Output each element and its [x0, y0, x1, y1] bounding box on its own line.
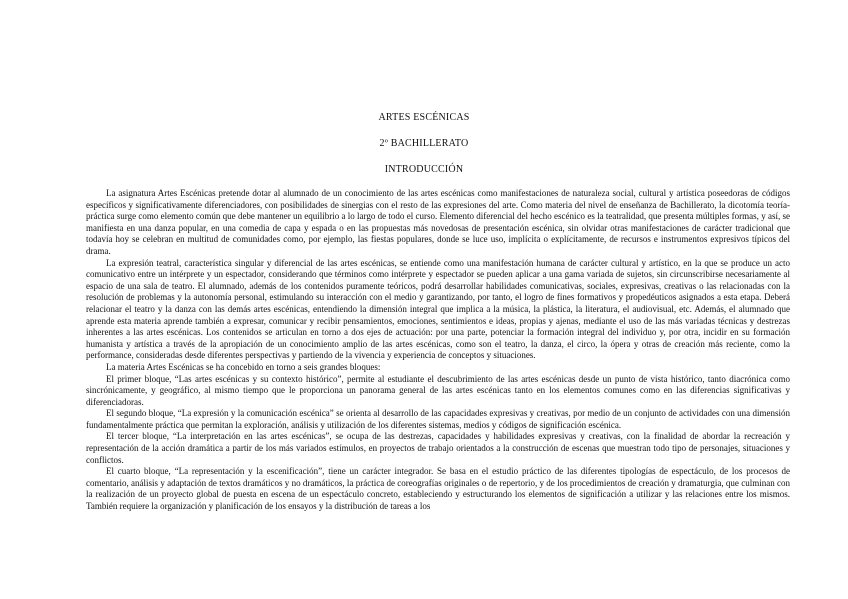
document-body: [86, 188, 790, 513]
paragraph-expresion-teatral: La expresión teatral, característica singular y diferencial de las artes escénicas, se entiende como una manifestación humana de carácter cultural y artístico, en la que se produce un acto comunicativo entre un intérprete y un espectador, considerando que términos como intérprete y espectador se pueden aplicar a una gama variada de sujetos, sin circunscribirse necesariamente al espacio de una sala de teatro. El alumnado, además de los contenidos puramente teóricos, podrá desarrollar habilidades comunicativas, sociales, expresivas, creativas o las relacionadas con la resolución de problemas y la autonomía personal, estimulando su interacción con el medio y garantizando, por tanto, el logro de fines formativos y propedéuticos asignados a esta etapa. Deberá relacionar el teatro y la danza con las demás artes escénicas, entendiendo la dimensión integral que implica a la música, la plástica, la literatura, el audiovisual, etc. Además, el alumnado que aprende esta materia aprende también a expresar, comunicar y recibir pensamientos, emociones, sentimientos e ideas, propias y ajenas, mediante el uso de las más variadas técnicas y destrezas inherentes a las artes escénicas. Los contenidos se articulan en torno a dos ejes de actuación: por una parte, potenciar la formación integral del individuo y, por otra, incidir en su formación humanista y artística a través de la apropiación de un conocimiento amplio de las artes escénicas, como son el teatro, la danza, el circo, la ópera y otras de creación más reciente, como la performance, consideradas desde diferentes perspectivas y partiendo de la vivencia y experiencia de conceptos y situaciones.: [86, 257, 790, 361]
paragraph-intro: La asignatura Artes Escénicas pretende dotar al alumnado de un conocimiento de las artes escénicas como manifestaciones de naturaleza social, cultural y artística poseedoras de códigos específicos y significativamente diferenciadores, con posibilidades de sinergias con el resto de las expresiones del arte. Como materia del nivel de enseñanza de Bachillerato, la dicotomía teoría-práctica surge como elemento común que debe mantener un equilibrio a lo largo de todo el curso. Elemento diferencial del hecho escénico es la teatralidad, que presenta múltiples formas, y así, se manifiesta en una danza popular, en una comedia de capa y espada o en las propuestas más novedosas de presentación escénica, sin olvidar otras manifestaciones de carácter tradicional que todavía hoy se celebran en multitud de comunidades como, por ejemplo, las fiestas populares, donde se luce uso, implícita o explícitamente, de recursos e instrumentos expresivos típicos del drama.: [86, 188, 790, 256]
document-level: 2º BACHILLERATO: [379, 138, 469, 149]
paragraph-segundo-bloque: El segundo bloque, “La expresión y la comunicación escénica” se orienta al desarrollo de las capacidades expresivas y creativas, por medio de un conjunto de actividades con una dimensión fundamentalmente práctica que permitan la exploración, análisis y utilización de los diferentes sistemas, medios y códigos de significación escénica.: [86, 408, 790, 430]
document-title: ARTES ESCÉNICAS: [378, 112, 470, 123]
paragraph-tercer-bloque: El tercer bloque, “La interpretación en las artes escénicas”, se ocupa de las destrezas, capacidades y habilidades expresivas y creativas, con la finalidad de abordar la recreación y representación de la acción dramática a partir de los más variados estímulos, en proyectos de trabajo orientados a la construcción de escenas que muestran todo tipo de personajes, situaciones y conflictos.: [86, 431, 790, 465]
paragraph-primer-bloque: El primer bloque, “Las artes escénicas y su contexto histórico”, permite al estudiante el descubrimiento de las artes escénicas desde un punto de vista histórico, tanto diacrónica como sincrónicamente, y geográfico, al mismo tiempo que le proporciona un panorama general de las artes escénicas tanto en los elementos comunes como en las diferencias significativas y diferenciadoras.: [86, 373, 790, 407]
section-heading: INTRODUCCIÓN: [384, 164, 464, 175]
paragraph-bloques: La materia Artes Escénicas se ha concebido en torno a seis grandes bloques:: [106, 361, 381, 372]
paragraph-cuarto-bloque: El cuarto bloque, “La representación y la escenificación”, tiene un carácter integrador. Se basa en el estudio práctico de las diferentes tipologías de espectáculo, de los procesos de comentario, análisis y adaptación de textos dramáticos y no dramáticos, la práctica de coreografías originales o de repertorio, y de los procedimientos de creación y dramaturgia, que culminan con la realización de un proyecto global de puesta en escena de un espectáculo concreto, estableciendo y estructurando los elementos de significación a utilizar y las relaciones entre los mismos. También requiere la organización y planificación de los ensayos y la distribución de tareas a los: [86, 466, 790, 512]
